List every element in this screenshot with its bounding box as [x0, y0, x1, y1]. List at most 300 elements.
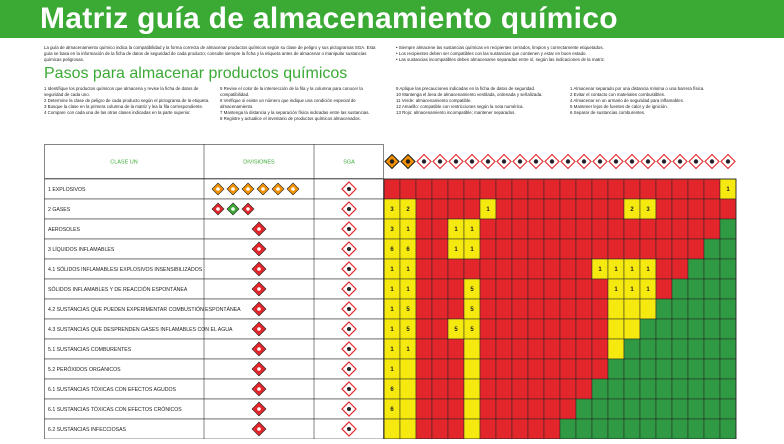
matrix-cell [592, 199, 608, 219]
matrix-row [45, 279, 737, 299]
matrix-cell [496, 319, 512, 339]
matrix-cell [576, 219, 592, 239]
header-sga: SGA [343, 159, 355, 166]
matrix-cell [544, 379, 560, 399]
bullet-item: • Las sustancias incompatibles deben almacenarse separadas entre sí, según las indicaciones de la matriz. [396, 57, 605, 63]
matrix-cell [560, 419, 576, 439]
matrix-cell [480, 239, 496, 259]
flame-icon [433, 155, 447, 169]
step-item: 4 Compare con cada una de las otras clases indicadas en la parte superior. [44, 110, 191, 115]
matrix-cell [560, 319, 576, 339]
matrix-cell [592, 219, 608, 239]
matrix-cell [624, 339, 640, 359]
matrix-cell [496, 359, 512, 379]
matrix-cell [416, 359, 432, 379]
matrix-cell [704, 299, 720, 319]
matrix-cell [528, 279, 544, 299]
cell-note: 1 [470, 247, 474, 254]
row-label: 6.1 SUSTANCIAS TÓXICAS CON EFECTOS CRÓNICOS [48, 407, 182, 413]
matrix-cell [704, 219, 720, 239]
matrix-cell [704, 359, 720, 379]
matrix-cell [624, 359, 640, 379]
skull-icon [577, 155, 591, 169]
matrix-cell [432, 299, 448, 319]
matrix-cell [448, 199, 464, 219]
matrix-cell [448, 419, 464, 439]
matrix-cell [720, 239, 736, 259]
matrix-cell [528, 299, 544, 319]
matrix-cell [672, 259, 688, 279]
matrix-cell [576, 379, 592, 399]
matrix-cell [544, 239, 560, 259]
matrix-row [45, 259, 737, 279]
matrix-cell [560, 279, 576, 299]
row-label: SÓLIDOS INFLAMABLES Y DE REACCIÓN ESPONTÁNEA [48, 287, 188, 293]
matrix-cell [720, 319, 736, 339]
matrix-cell [496, 179, 512, 199]
step-item: 11 Verde: almacenamiento compatible. [396, 98, 472, 103]
matrix-cell [640, 319, 656, 339]
matrix-cell [592, 419, 608, 439]
biohazard-icon [705, 155, 719, 169]
cell-note: 1 [630, 287, 634, 294]
matrix-cell [608, 179, 624, 199]
matrix-cell [640, 419, 656, 439]
matrix-cell [384, 179, 400, 199]
matrix-cell [560, 239, 576, 259]
matrix-cell [672, 219, 688, 239]
matrix-cell [592, 339, 608, 359]
matrix-cell [608, 399, 624, 419]
matrix-cell [576, 279, 592, 299]
flame-icon [417, 155, 431, 169]
row-label: 4.1 SÓLIDOS INFLAMABLES/ EXPLOSIVOS INSENSIBILIZADOS [48, 267, 203, 273]
cell-note: 1 [406, 347, 410, 354]
cell-note: 1 [614, 287, 618, 294]
matrix-cell [416, 239, 432, 259]
cell-note: 1 [614, 267, 618, 274]
matrix-cell [400, 379, 416, 399]
matrix-cell [688, 239, 704, 259]
flame-icon [529, 155, 543, 169]
matrix-svg [44, 144, 738, 439]
matrix-cell [624, 419, 640, 439]
environment-icon [689, 155, 703, 169]
matrix-cell [416, 199, 432, 219]
cell-note: 5 [406, 327, 410, 334]
steps-column-1 [44, 86, 212, 116]
matrix-cell [528, 359, 544, 379]
matrix-cell [656, 179, 672, 199]
matrix-cell [640, 219, 656, 239]
cell-note: 2 [630, 207, 634, 214]
matrix-cell [576, 259, 592, 279]
matrix-cell [528, 199, 544, 219]
cell-note: 3 [646, 207, 650, 214]
matrix-cell [640, 399, 656, 419]
steps-column-4 [570, 86, 740, 116]
matrix-cell [400, 419, 416, 439]
matrix-cell [512, 399, 528, 419]
matrix-cell [688, 359, 704, 379]
matrix-cell [720, 199, 736, 219]
matrix-cell [608, 419, 624, 439]
matrix-cell [560, 399, 576, 419]
row-label: 4.2 SUSTANCIAS QUE PUEDEN EXPERIMENTAR COMBUSTIÓN ESPONTÁNEA [48, 307, 241, 313]
matrix-cell [448, 299, 464, 319]
flame-icon [481, 155, 495, 169]
matrix-cell [720, 379, 736, 399]
matrix-cell [704, 379, 720, 399]
matrix-cell [416, 299, 432, 319]
matrix-cell [512, 259, 528, 279]
matrix-cell [688, 199, 704, 219]
matrix-cell [608, 339, 624, 359]
matrix-cell [672, 239, 688, 259]
matrix-cell [528, 179, 544, 199]
steps-column-2 [220, 86, 388, 122]
step-item: 3 Busque la clase en la primera columna de la matriz y lea la fila correspondiente. [44, 104, 204, 109]
matrix-cell [416, 259, 432, 279]
row-label: 1 EXPLOSIVOS [48, 187, 86, 193]
matrix-cell [512, 379, 528, 399]
matrix-cell [624, 179, 640, 199]
matrix-cell [416, 319, 432, 339]
matrix-cell [416, 279, 432, 299]
matrix-cell [528, 419, 544, 439]
matrix-cell [656, 259, 672, 279]
matrix-cell [720, 399, 736, 419]
matrix-cell [640, 239, 656, 259]
matrix-cell [432, 239, 448, 259]
matrix-cell [432, 199, 448, 219]
step-item: 5 Mantener lejos de fuentes de calor y de ignición. [570, 104, 668, 109]
matrix-cell [688, 259, 704, 279]
cell-note: 1 [406, 267, 410, 274]
cell-note: 6 [390, 247, 394, 254]
cell-note: 1 [646, 267, 650, 274]
matrix-cell [400, 179, 416, 199]
matrix-cell [656, 199, 672, 219]
row-label: AEROSOLES [48, 227, 81, 233]
matrix-cell [464, 259, 480, 279]
cell-note: 5 [454, 327, 458, 334]
matrix-cell [608, 219, 624, 239]
matrix-cell [544, 419, 560, 439]
matrix-cell [512, 359, 528, 379]
matrix-cell [656, 379, 672, 399]
matrix-cell [544, 399, 560, 419]
matrix-cell [448, 379, 464, 399]
matrix-cell [496, 379, 512, 399]
matrix-cell [688, 299, 704, 319]
matrix-cell [592, 399, 608, 419]
matrix-cell [480, 359, 496, 379]
cell-note: 1 [726, 187, 730, 194]
matrix-cell [480, 279, 496, 299]
step-item: 4 Almacenar en un armario de seguridad para inflamables. [570, 98, 684, 103]
row-label: 5.1 SUSTANCIAS COMBURENTES [48, 347, 132, 353]
cell-note: 1 [390, 347, 394, 354]
matrix-cell [608, 319, 624, 339]
matrix-cell [688, 419, 704, 439]
matrix-cell [640, 179, 656, 199]
matrix-cell [448, 359, 464, 379]
matrix-cell [608, 239, 624, 259]
matrix-cell [560, 179, 576, 199]
intro-text: La guía de almacenamiento químico indica la compatibilidad y la forma correcta de almacenar productos químicos según su clase de peligro y sus pictogramas SGA. Esta guía se basa en la información de la ficha de datos de seguridad de cada producto; consulte siempre la ficha y la etiqueta antes de almacenar o manipular sustancias químicas peligrosas. [44, 45, 376, 63]
steps-column-3 [396, 86, 558, 116]
matrix-cell [544, 199, 560, 219]
step-item: 8 Registre y actualice el inventario de productos químicos almacenados. [220, 116, 361, 121]
step-item: 5 Revise el color de la intersección de la fila y la columna para conocer la compatibilidad. [220, 86, 363, 97]
matrix-cell [480, 379, 496, 399]
cell-note: 2 [406, 207, 410, 214]
matrix-cell [464, 339, 480, 359]
matrix-cell [448, 339, 464, 359]
matrix-cell [432, 379, 448, 399]
matrix-cell [464, 379, 480, 399]
matrix-cell [672, 419, 688, 439]
matrix-cell [608, 199, 624, 219]
compatibility-matrix [44, 144, 738, 444]
matrix-cell [416, 399, 432, 419]
matrix-cell [672, 279, 688, 299]
step-item: 9 Aplique las precauciones indicadas en la ficha de datos de seguridad. [396, 86, 536, 91]
matrix-cell [688, 399, 704, 419]
section-subtitle: Pasos para almacenar productos químicos [44, 65, 348, 82]
matrix-cell [656, 419, 672, 439]
matrix-cell [416, 219, 432, 239]
cell-note: 1 [454, 227, 458, 234]
cell-note: 1 [390, 267, 394, 274]
matrix-row [45, 419, 737, 439]
matrix-cell [720, 339, 736, 359]
matrix-cell [496, 219, 512, 239]
matrix-cell [576, 419, 592, 439]
matrix-cell [624, 239, 640, 259]
matrix-cell [656, 239, 672, 259]
matrix-cell [704, 199, 720, 219]
matrix-cell [672, 319, 688, 339]
corrosion-icon [641, 155, 655, 169]
row-label: 2 GASES [48, 207, 71, 213]
flame-icon [497, 155, 511, 169]
matrix-cell [432, 359, 448, 379]
matrix-cell [400, 359, 416, 379]
step-item: 1 Identifique los productos químicos que almacena y revise la ficha de datos de seguridad de cada uno. [44, 86, 199, 97]
matrix-cell [704, 239, 720, 259]
matrix-cell [704, 399, 720, 419]
gas-cylinder-icon [449, 155, 463, 169]
matrix-cell [544, 219, 560, 239]
step-item: 12 Amarillo: compatible con restricciones según la nota numérica. [396, 104, 524, 109]
matrix-cell [496, 259, 512, 279]
matrix-cell [688, 379, 704, 399]
cell-note: 5 [470, 327, 474, 334]
matrix-cell [528, 339, 544, 359]
matrix-cell [624, 399, 640, 419]
cell-note: 5 [470, 287, 474, 294]
matrix-cell [704, 419, 720, 439]
matrix-cell [704, 279, 720, 299]
matrix-row [45, 399, 737, 419]
matrix-cell [576, 239, 592, 259]
matrix-cell [432, 319, 448, 339]
step-item: 6 Verifique si existe un número que indique una condición especial de almacenamiento. [220, 98, 356, 109]
matrix-cell [512, 299, 528, 319]
matrix-cell [544, 279, 560, 299]
matrix-cell [464, 199, 480, 219]
cell-note: 1 [390, 287, 394, 294]
matrix-cell [720, 299, 736, 319]
matrix-cell [672, 379, 688, 399]
matrix-cell [640, 359, 656, 379]
matrix-cell [512, 279, 528, 299]
matrix-cell [656, 339, 672, 359]
header-divisions: DIVISIONES [243, 159, 275, 166]
title-banner [0, 0, 784, 38]
matrix-cell [656, 399, 672, 419]
step-item: 6 Separar de sustancias comburentes. [570, 110, 646, 115]
matrix-cell [512, 419, 528, 439]
health-hazard-icon [609, 155, 623, 169]
cell-note: 5 [406, 307, 410, 314]
cell-note: 1 [406, 227, 410, 234]
matrix-cell [704, 339, 720, 359]
exclamation-icon [673, 155, 687, 169]
matrix-cell [496, 399, 512, 419]
matrix-cell [544, 359, 560, 379]
matrix-cell [656, 319, 672, 339]
matrix-cell [672, 339, 688, 359]
flame-over-circle-icon [561, 155, 575, 169]
matrix-cell [576, 299, 592, 319]
matrix-cell [416, 419, 432, 439]
cell-note: 1 [470, 227, 474, 234]
matrix-cell [592, 379, 608, 399]
row-label: 6.1 SUSTANCIAS TÓXICAS CON EFECTOS AGUDOS [48, 387, 176, 393]
matrix-cell [656, 279, 672, 299]
matrix-row [45, 339, 737, 359]
cell-note: 1 [454, 247, 458, 254]
matrix-cell [432, 339, 448, 359]
cell-note: 1 [486, 207, 490, 214]
flame-icon [465, 155, 479, 169]
matrix-cell [704, 319, 720, 339]
cell-note: 1 [406, 287, 410, 294]
matrix-cell [640, 299, 656, 319]
matrix-cell [496, 199, 512, 219]
step-item: 13 Rojo: almacenamiento incompatible; mantener separados. [396, 110, 516, 115]
matrix-cell [656, 219, 672, 239]
cell-note: 3 [390, 207, 394, 214]
matrix-cell [672, 199, 688, 219]
matrix-cell [464, 179, 480, 199]
matrix-cell [544, 259, 560, 279]
matrix-cell [528, 219, 544, 239]
matrix-cell [640, 379, 656, 399]
matrix-cell [512, 179, 528, 199]
matrix-cell [432, 279, 448, 299]
corrosion-icon [657, 155, 671, 169]
matrix-cell [464, 419, 480, 439]
matrix-cell [720, 259, 736, 279]
matrix-row [45, 199, 737, 219]
matrix-cell [560, 359, 576, 379]
matrix-cell [384, 419, 400, 439]
matrix-cell [448, 279, 464, 299]
matrix-cell [688, 339, 704, 359]
bullet-item: • Los recipientes deben ser compatibles con las sustancias que contienen y estar en buen estado. [396, 51, 587, 57]
cell-note: 1 [646, 287, 650, 294]
exclamation-icon [721, 155, 735, 169]
matrix-cell [480, 339, 496, 359]
matrix-cell [720, 279, 736, 299]
matrix-cell [512, 319, 528, 339]
matrix-cell [528, 259, 544, 279]
matrix-cell [432, 179, 448, 199]
matrix-cell [544, 299, 560, 319]
cell-note: 6 [406, 247, 410, 254]
matrix-row [45, 319, 737, 339]
matrix-cell [608, 359, 624, 379]
matrix-cell [544, 319, 560, 339]
cell-note: 1 [390, 327, 394, 334]
matrix-cell [512, 239, 528, 259]
matrix-cell [608, 299, 624, 319]
matrix-cell [448, 399, 464, 419]
matrix-row [45, 219, 737, 239]
matrix-cell [576, 399, 592, 419]
matrix-cell [592, 299, 608, 319]
matrix-cell [416, 339, 432, 359]
matrix-cell [592, 179, 608, 199]
matrix-cell [656, 359, 672, 379]
matrix-cell [640, 339, 656, 359]
matrix-cell [432, 399, 448, 419]
cell-note: 6 [390, 387, 394, 394]
matrix-cell [480, 399, 496, 419]
matrix-cell [496, 339, 512, 359]
matrix-cell [704, 259, 720, 279]
page-title: Matriz guía de almacenamiento químico [40, 2, 618, 35]
matrix-cell [704, 179, 720, 199]
matrix-cell [592, 279, 608, 299]
header-class: CLASE UN [110, 159, 138, 166]
step-item: 2 Evitar el contacto con materiales combustibles. [570, 92, 666, 97]
matrix-cell [688, 319, 704, 339]
header-row [45, 145, 384, 179]
matrix-cell [416, 379, 432, 399]
matrix-cell [464, 359, 480, 379]
matrix-cell [496, 299, 512, 319]
matrix-cell [416, 179, 432, 199]
matrix-cell [400, 399, 416, 419]
matrix-row [45, 299, 737, 319]
matrix-cell [672, 299, 688, 319]
matrix-cell [528, 399, 544, 419]
explosive-icon [385, 155, 399, 169]
matrix-cell [560, 199, 576, 219]
matrix-cell [720, 219, 736, 239]
matrix-cell [528, 239, 544, 259]
matrix-cell [528, 379, 544, 399]
row-label: 3 LÍQUIDOS INFLAMABLES [48, 247, 115, 253]
matrix-cell [672, 179, 688, 199]
matrix-cell [688, 179, 704, 199]
matrix-cell [560, 299, 576, 319]
